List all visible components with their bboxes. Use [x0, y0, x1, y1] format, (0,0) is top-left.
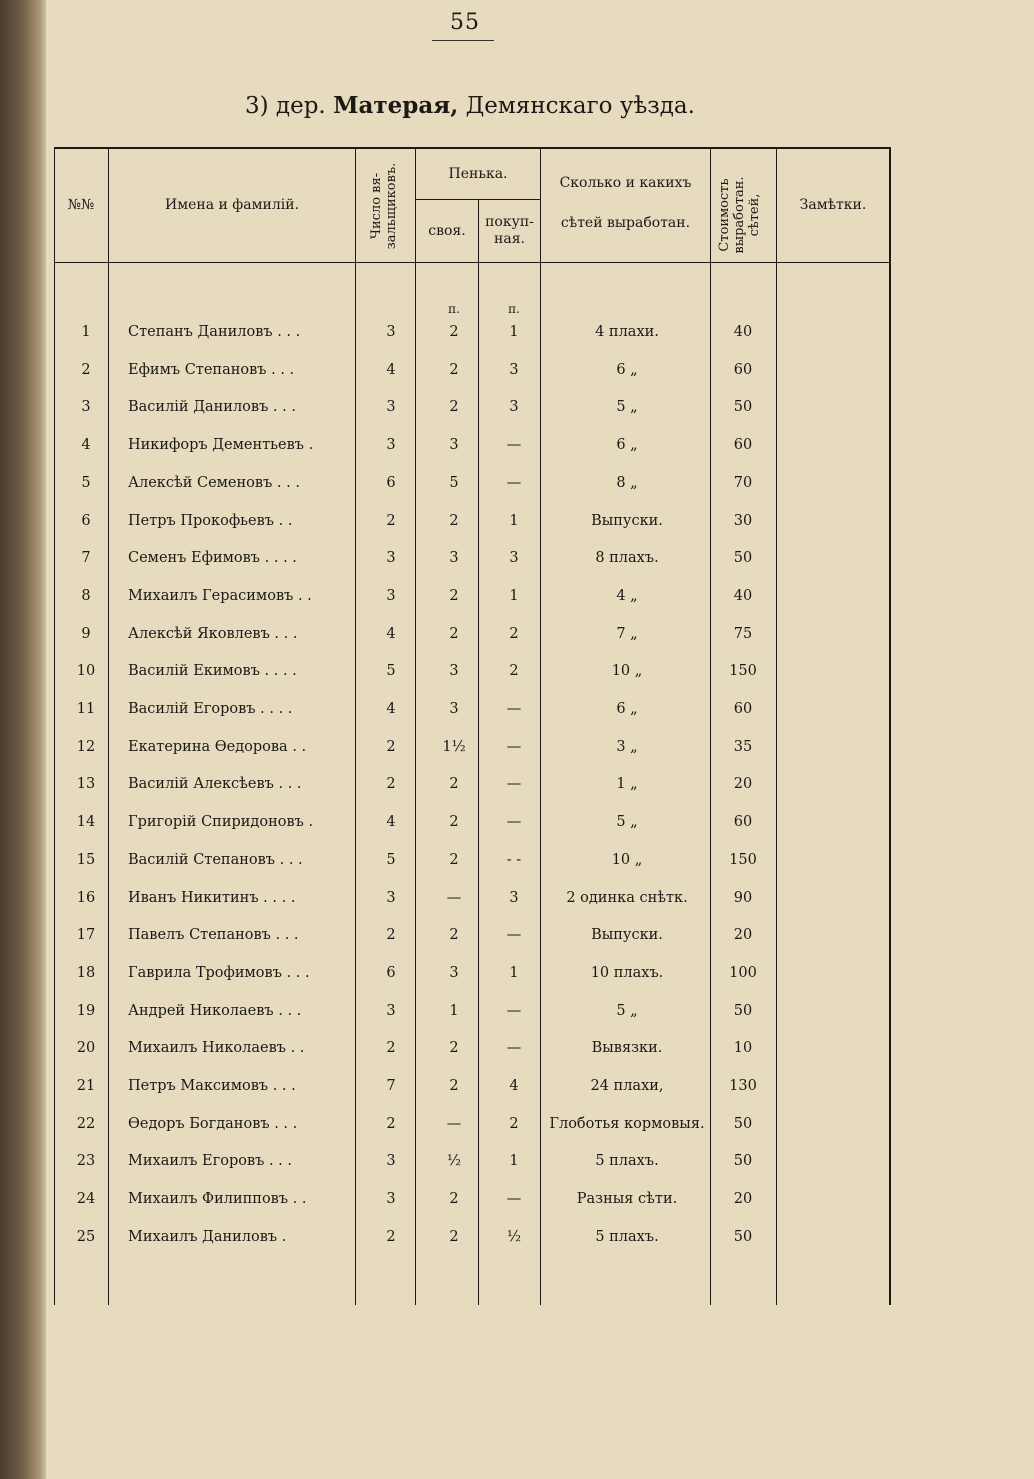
header-nets-bottom: сѣтей выработан. — [560, 214, 691, 231]
table-right-rule — [889, 147, 891, 1305]
row-nets-made: Вывязки. — [591, 1040, 663, 1056]
book-spine-edge — [0, 0, 46, 1479]
title-prefix: 3) дер. — [245, 93, 326, 119]
row-name: Никифоръ Дементьевъ . — [128, 437, 314, 453]
header-cost: Стоимость выработан. сѣтей, — [717, 176, 762, 254]
row-nets-made: 5 „ — [616, 814, 638, 830]
row-cost: 150 — [729, 663, 757, 679]
row-nets-made: 24 плахи, — [590, 1078, 664, 1094]
title-rest: Демянскаго уѣзда. — [465, 93, 695, 119]
row-cost: 50 — [733, 550, 753, 566]
row-name: Василій Даниловъ . . . — [128, 399, 296, 415]
row-number: 23 — [76, 1153, 96, 1169]
row-name: Петръ Прокофьевъ . . — [128, 513, 293, 529]
row-nets-made: 5 „ — [616, 399, 638, 415]
table-row — [54, 995, 814, 1027]
row-name: Ѳедоръ Богдановъ . . . — [128, 1116, 298, 1132]
row-nets-made: 5 плахъ. — [595, 1229, 659, 1245]
table-top-rule — [54, 147, 890, 149]
row-hemp-own: 2 — [449, 588, 459, 604]
row-number: 11 — [76, 701, 96, 717]
table-row — [54, 731, 814, 763]
table-row — [54, 655, 814, 687]
row-number: 4 — [81, 437, 91, 453]
row-cost: 30 — [733, 513, 753, 529]
row-number: 7 — [81, 550, 91, 566]
row-knitters-count: 7 — [386, 1078, 396, 1094]
unit-bought: п. — [508, 302, 520, 316]
row-nets-made: 10 „ — [611, 663, 643, 679]
table-row — [54, 391, 814, 423]
row-name: Гаврила Трофимовъ . . . — [128, 965, 310, 981]
row-nets-made: 10 „ — [611, 852, 643, 868]
row-hemp-own: 2 — [449, 399, 459, 415]
header-name: Имена и фамилій. — [165, 196, 299, 213]
row-nets-made: 5 „ — [616, 1003, 638, 1019]
row-cost: 90 — [733, 890, 753, 906]
row-nets-made: 4 плахи. — [595, 324, 659, 340]
row-cost: 35 — [733, 739, 753, 755]
row-number: 17 — [76, 927, 96, 943]
table-row — [54, 505, 814, 537]
table-row — [54, 693, 814, 725]
table-row — [54, 1108, 814, 1140]
row-hemp-own: 3 — [449, 437, 459, 453]
row-hemp-bought: 1 — [509, 965, 519, 981]
row-hemp-own: 2 — [449, 324, 459, 340]
unit-own: п. — [448, 302, 460, 316]
row-knitters-count: 4 — [386, 814, 396, 830]
row-hemp-bought: — — [506, 701, 522, 717]
row-cost: 50 — [733, 1229, 753, 1245]
row-hemp-bought: - - — [506, 852, 522, 868]
row-name: Иванъ Никитинъ . . . . — [128, 890, 296, 906]
row-name: Ефимъ Степановъ . . . — [128, 362, 295, 378]
row-hemp-own: 2 — [449, 927, 459, 943]
table-row — [54, 882, 814, 914]
row-cost: 50 — [733, 1153, 753, 1169]
row-nets-made: Глоботья кормовыя. — [549, 1116, 705, 1132]
row-number: 25 — [76, 1229, 96, 1245]
row-hemp-own: — — [446, 890, 462, 906]
row-name: Павелъ Степановъ . . . — [128, 927, 299, 943]
row-number: 13 — [76, 776, 96, 792]
row-hemp-bought: 3 — [509, 550, 519, 566]
table-row — [54, 844, 814, 876]
row-hemp-bought: — — [506, 739, 522, 755]
table-row — [54, 1032, 814, 1064]
row-cost: 150 — [729, 852, 757, 868]
row-name: Петръ Максимовъ . . . — [128, 1078, 296, 1094]
row-name: Андрей Николаевъ . . . — [128, 1003, 302, 1019]
row-number: 18 — [76, 965, 96, 981]
row-knitters-count: 2 — [386, 739, 396, 755]
row-hemp-bought: ½ — [506, 1229, 522, 1245]
header-nets-top: Сколько и какихъ — [559, 174, 692, 191]
row-name: Михаилъ Даниловъ . — [128, 1229, 287, 1245]
row-hemp-own: 2 — [449, 814, 459, 830]
row-name: Василій Степановъ . . . — [128, 852, 303, 868]
row-nets-made: 6 „ — [616, 437, 638, 453]
table-row — [54, 957, 814, 989]
row-name: Василій Алексѣевъ . . . — [128, 776, 302, 792]
row-number: 24 — [76, 1191, 96, 1207]
row-nets-made: 4 „ — [616, 588, 638, 604]
table-row — [54, 618, 814, 650]
row-number: 3 — [81, 399, 91, 415]
row-number: 16 — [76, 890, 96, 906]
row-knitters-count: 5 — [386, 663, 396, 679]
row-name: Семенъ Ефимовъ . . . . — [128, 550, 297, 566]
row-knitters-count: 4 — [386, 701, 396, 717]
row-knitters-count: 2 — [386, 1040, 396, 1056]
row-hemp-bought: — — [506, 927, 522, 943]
row-hemp-own: 3 — [449, 663, 459, 679]
row-nets-made: Выпуски. — [591, 513, 663, 529]
header-own: своя. — [428, 222, 466, 239]
table-row — [54, 467, 814, 499]
table-row — [54, 768, 814, 800]
row-hemp-bought: 4 — [509, 1078, 519, 1094]
row-knitters-count: 3 — [386, 890, 396, 906]
row-knitters-count: 3 — [386, 437, 396, 453]
row-cost: 100 — [729, 965, 757, 981]
table-row — [54, 316, 814, 348]
row-name: Михаилъ Егоровъ . . . — [128, 1153, 293, 1169]
row-knitters-count: 6 — [386, 475, 396, 491]
row-knitters-count: 3 — [386, 1153, 396, 1169]
row-hemp-bought: 3 — [509, 399, 519, 415]
row-hemp-bought: — — [506, 814, 522, 830]
row-name: Степанъ Даниловъ . . . — [128, 324, 301, 340]
row-number: 9 — [81, 626, 91, 642]
table-row — [54, 1183, 814, 1215]
row-name: Михаилъ Герасимовъ . . — [128, 588, 312, 604]
row-hemp-bought: — — [506, 1003, 522, 1019]
row-hemp-own: 2 — [449, 1040, 459, 1056]
row-hemp-bought: 3 — [509, 362, 519, 378]
row-number: 15 — [76, 852, 96, 868]
row-name: Михаилъ Николаевъ . . — [128, 1040, 305, 1056]
row-nets-made: 8 „ — [616, 475, 638, 491]
row-knitters-count: 2 — [386, 776, 396, 792]
header-count: Число вя- зальщиковъ. — [369, 162, 399, 250]
row-cost: 50 — [733, 399, 753, 415]
row-knitters-count: 2 — [386, 927, 396, 943]
row-hemp-bought: 1 — [509, 1153, 519, 1169]
table-row — [54, 580, 814, 612]
row-hemp-own: 2 — [449, 1078, 459, 1094]
row-nets-made: 8 плахъ. — [595, 550, 659, 566]
row-hemp-bought: — — [506, 475, 522, 491]
row-hemp-bought: — — [506, 1040, 522, 1056]
row-cost: 75 — [733, 626, 753, 642]
row-cost: 60 — [733, 701, 753, 717]
row-cost: 60 — [733, 437, 753, 453]
header-notes: Замѣтки. — [799, 196, 867, 213]
row-knitters-count: 4 — [386, 626, 396, 642]
row-hemp-bought: 2 — [509, 1116, 519, 1132]
row-nets-made: 5 плахъ. — [595, 1153, 659, 1169]
row-hemp-own: 5 — [449, 475, 459, 491]
table-row — [54, 354, 814, 386]
row-name: Алексѣй Яковлевъ . . . — [128, 626, 298, 642]
row-hemp-bought: 1 — [509, 513, 519, 529]
row-cost: 40 — [733, 588, 753, 604]
row-hemp-own: 2 — [449, 1191, 459, 1207]
row-knitters-count: 3 — [386, 1003, 396, 1019]
row-name: Екатерина Ѳедорова . . — [128, 739, 307, 755]
row-hemp-own: 3 — [449, 965, 459, 981]
row-hemp-bought: 2 — [509, 663, 519, 679]
section-title — [140, 92, 800, 119]
row-knitters-count: 3 — [386, 588, 396, 604]
row-cost: 10 — [733, 1040, 753, 1056]
row-nets-made: 6 „ — [616, 701, 638, 717]
row-name: Михаилъ Филипповъ . . — [128, 1191, 307, 1207]
table-row — [54, 542, 814, 574]
table-row — [54, 1221, 814, 1253]
row-knitters-count: 3 — [386, 324, 396, 340]
row-cost: 130 — [729, 1078, 757, 1094]
row-name: Григорій Спиридоновъ . — [128, 814, 314, 830]
row-hemp-bought: 3 — [509, 890, 519, 906]
row-hemp-own: 1 — [449, 1003, 459, 1019]
row-hemp-own: — — [446, 1116, 462, 1132]
row-hemp-own: 1½ — [442, 739, 466, 755]
row-name: Василій Екимовъ . . . . — [128, 663, 297, 679]
row-hemp-own: 2 — [449, 1229, 459, 1245]
row-cost: 50 — [733, 1116, 753, 1132]
row-cost: 70 — [733, 475, 753, 491]
row-hemp-bought: — — [506, 776, 522, 792]
row-cost: 60 — [733, 814, 753, 830]
row-number: 22 — [76, 1116, 96, 1132]
row-number: 21 — [76, 1078, 96, 1094]
title-village: Матерая, — [333, 92, 459, 119]
row-number: 1 — [81, 324, 91, 340]
row-hemp-own: ½ — [446, 1153, 462, 1169]
row-nets-made: 3 „ — [616, 739, 638, 755]
row-knitters-count: 2 — [386, 513, 396, 529]
table-row — [54, 1145, 814, 1177]
row-cost: 60 — [733, 362, 753, 378]
row-hemp-bought: 1 — [509, 588, 519, 604]
row-number: 12 — [76, 739, 96, 755]
row-knitters-count: 2 — [386, 1116, 396, 1132]
page-number: 55 — [450, 10, 480, 35]
row-nets-made: 6 „ — [616, 362, 638, 378]
row-number: 10 — [76, 663, 96, 679]
row-nets-made: 1 „ — [616, 776, 638, 792]
row-cost: 20 — [733, 927, 753, 943]
row-hemp-bought: — — [506, 1191, 522, 1207]
row-knitters-count: 4 — [386, 362, 396, 378]
row-knitters-count: 3 — [386, 550, 396, 566]
row-hemp-own: 2 — [449, 626, 459, 642]
row-hemp-bought: 1 — [509, 324, 519, 340]
row-hemp-own: 2 — [449, 776, 459, 792]
row-number: 19 — [76, 1003, 96, 1019]
row-hemp-bought: — — [506, 437, 522, 453]
header-hemp: Пенька. — [448, 166, 508, 182]
row-knitters-count: 5 — [386, 852, 396, 868]
row-name: Василій Егоровъ . . . . — [128, 701, 293, 717]
row-number: 5 — [81, 475, 91, 491]
row-number: 2 — [81, 362, 91, 378]
row-cost: 20 — [733, 1191, 753, 1207]
row-nets-made: 7 „ — [616, 626, 638, 642]
row-hemp-own: 3 — [449, 550, 459, 566]
row-hemp-bought: 2 — [509, 626, 519, 642]
header-bought: покуп- ная. — [485, 214, 534, 247]
row-nets-made: 2 одинка снѣтк. — [566, 890, 688, 906]
page-number-underline — [432, 40, 494, 41]
table-row — [54, 429, 814, 461]
row-knitters-count: 6 — [386, 965, 396, 981]
row-knitters-count: 2 — [386, 1229, 396, 1245]
row-number: 6 — [81, 513, 91, 529]
table-row — [54, 919, 814, 951]
row-cost: 20 — [733, 776, 753, 792]
row-hemp-own: 2 — [449, 362, 459, 378]
row-cost: 50 — [733, 1003, 753, 1019]
row-knitters-count: 3 — [386, 1191, 396, 1207]
row-number: 20 — [76, 1040, 96, 1056]
table-row — [54, 806, 814, 838]
row-number: 8 — [81, 588, 91, 604]
row-nets-made: 10 плахъ. — [590, 965, 664, 981]
row-number: 14 — [76, 814, 96, 830]
row-name: Алексѣй Семеновъ . . . — [128, 475, 300, 491]
row-hemp-own: 3 — [449, 701, 459, 717]
table-row — [54, 1070, 814, 1102]
row-nets-made: Выпуски. — [591, 927, 663, 943]
row-nets-made: Разныя сѣти. — [576, 1191, 678, 1207]
row-hemp-own: 2 — [449, 852, 459, 868]
row-knitters-count: 3 — [386, 399, 396, 415]
header-num: №№ — [67, 196, 95, 213]
row-cost: 40 — [733, 324, 753, 340]
row-hemp-own: 2 — [449, 513, 459, 529]
